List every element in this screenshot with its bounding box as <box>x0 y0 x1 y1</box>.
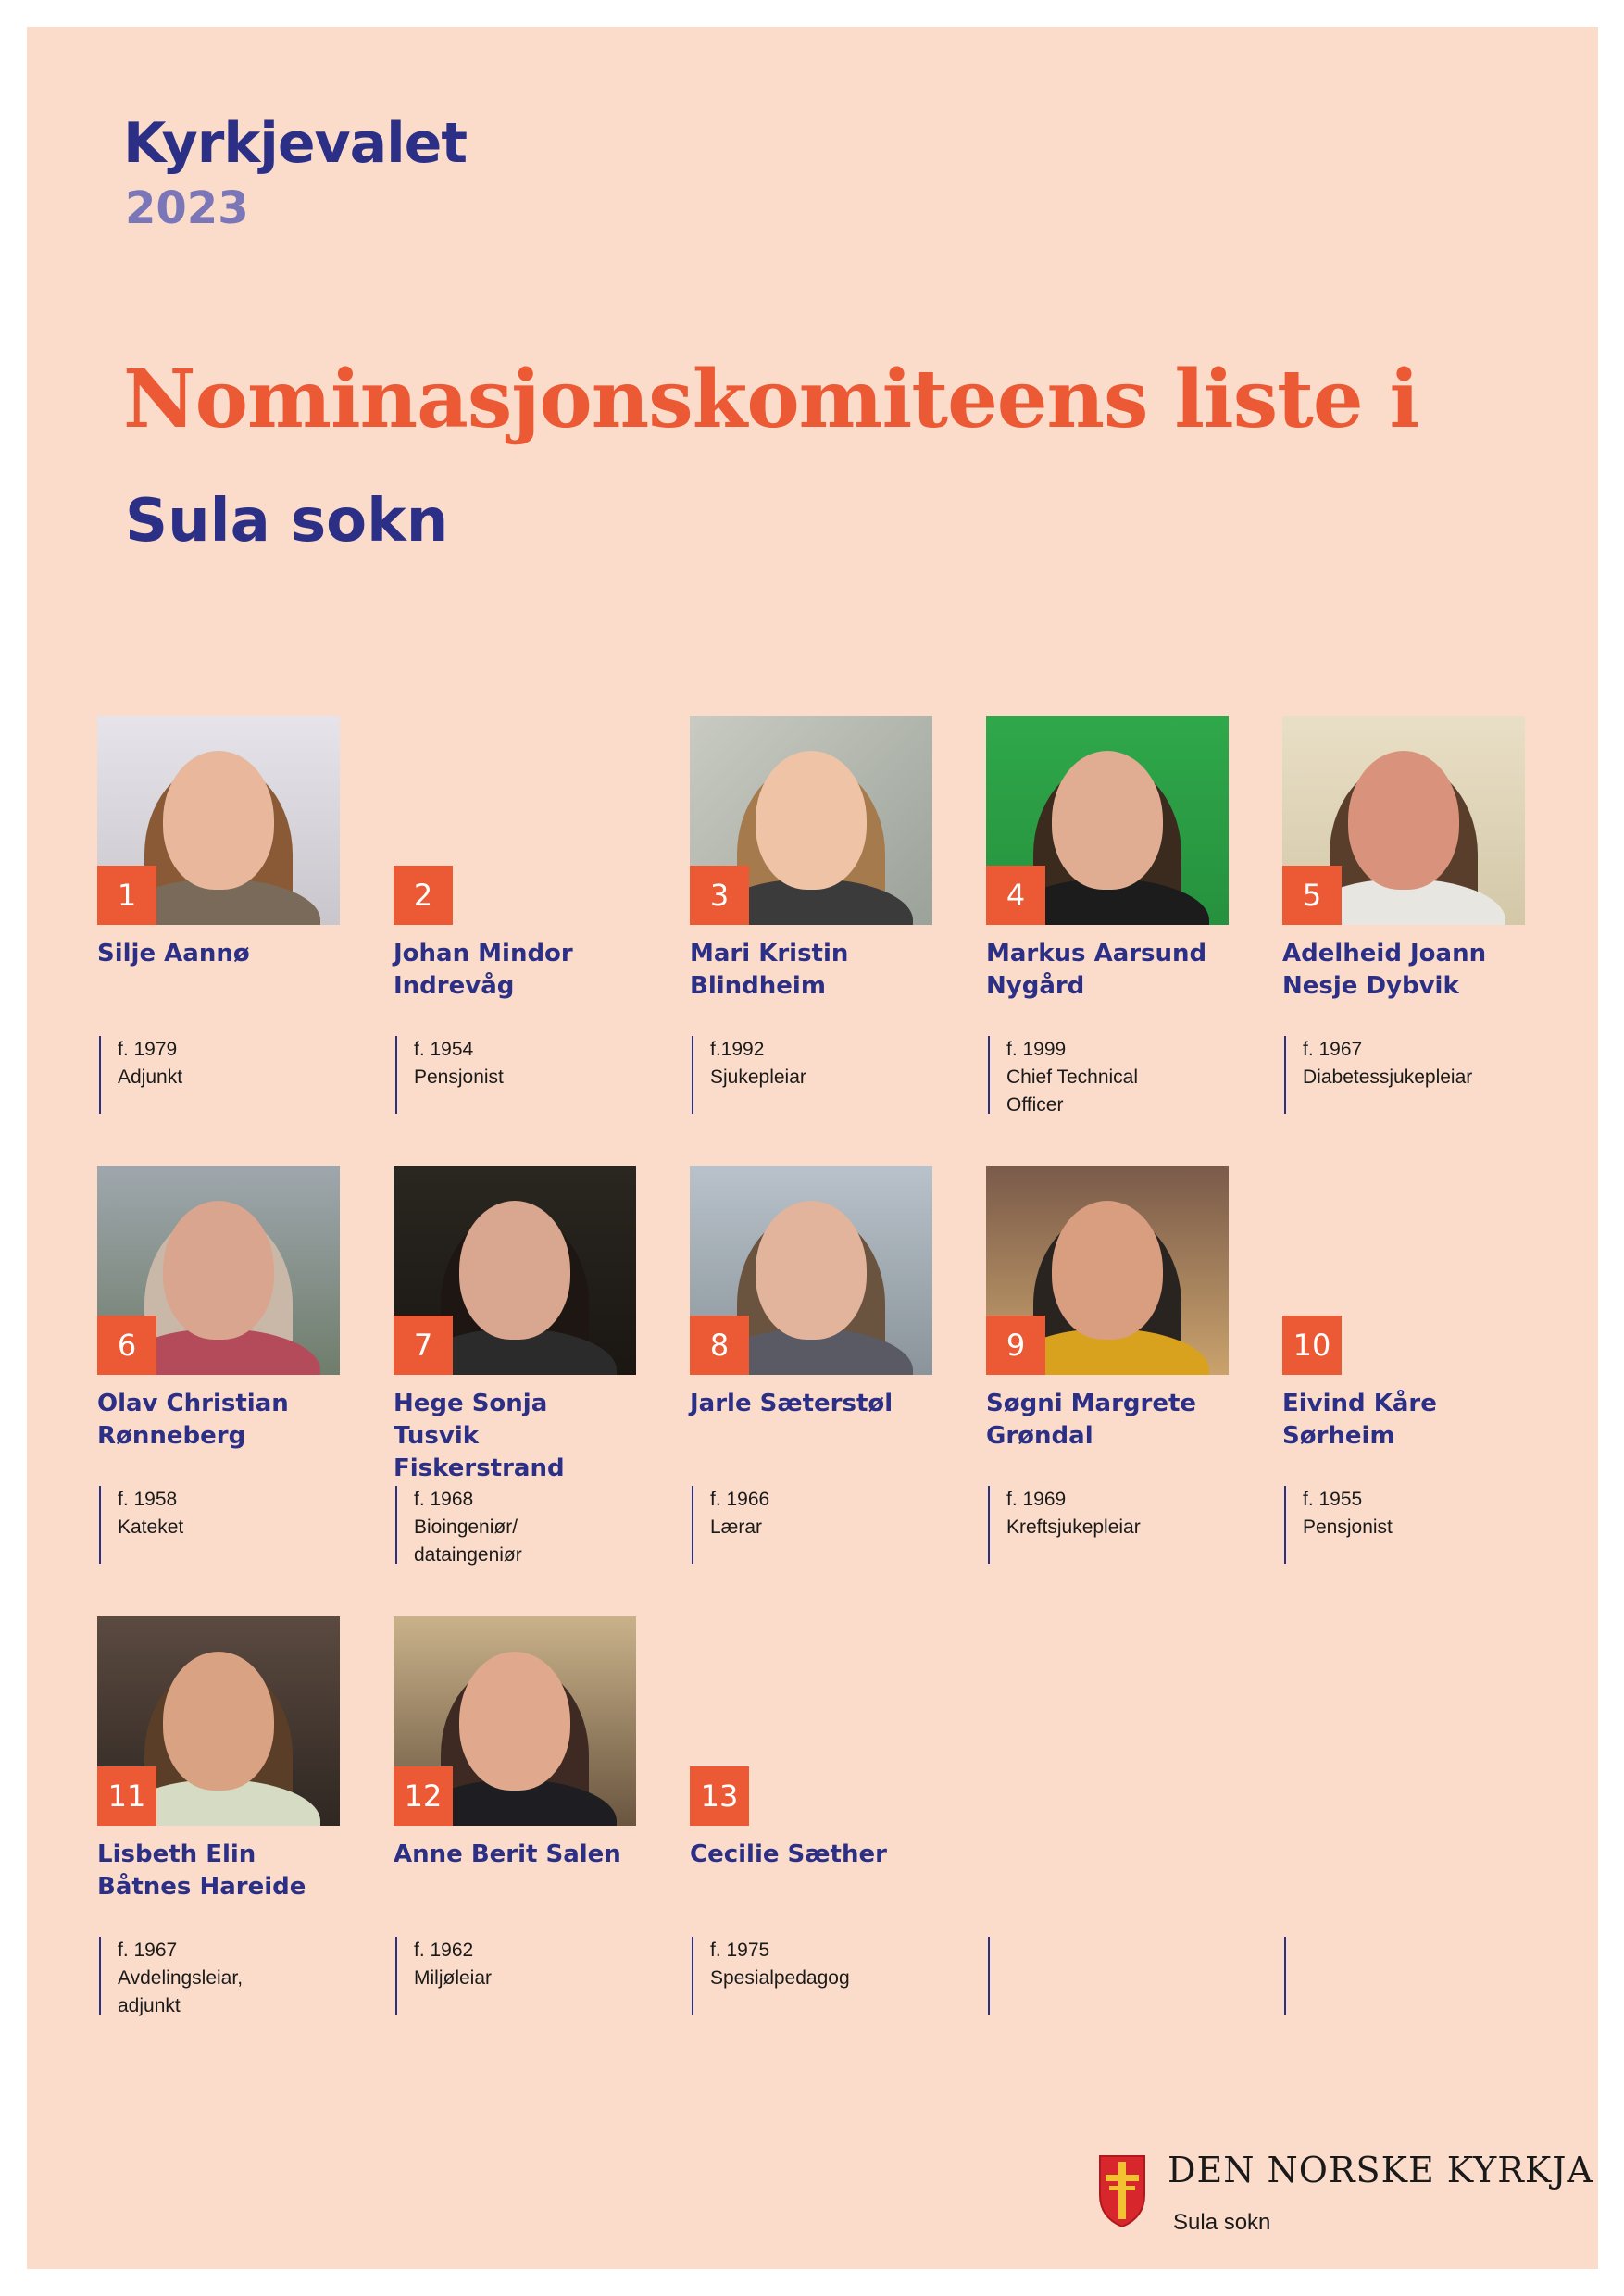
candidate-name: Cecilie Sæther <box>690 1841 887 1868</box>
candidate-birth-year: f. 1966 <box>710 1489 770 1510</box>
candidate-name: Mari Kristin Blindheim <box>690 940 849 1000</box>
candidate-name: Anne Berit Salen <box>394 1841 621 1868</box>
candidate-number-badge: 7 <box>394 1316 453 1375</box>
candidate-name: Silje Aannø <box>97 940 250 967</box>
candidate-birth-year: f. 1979 <box>118 1039 178 1060</box>
candidate-number-badge: 4 <box>986 866 1045 925</box>
candidate-occupation: Miljøleiar <box>414 1967 492 1989</box>
candidate-occupation: Spesialpedagog <box>710 1967 850 1989</box>
candidate-card <box>1282 716 1525 1123</box>
candidate-info <box>99 1937 358 2015</box>
candidate-info <box>692 1486 951 1564</box>
candidate-info <box>988 1486 1247 1564</box>
candidate-birth-year: f.1992 <box>710 1039 765 1060</box>
candidate-card <box>986 716 1229 1123</box>
candidate-number-badge: 1 <box>97 866 156 925</box>
poster <box>27 27 1598 2269</box>
candidate-occupation: Kreftsjukepleiar <box>1006 1516 1141 1538</box>
candidate-birth-year: f. 1968 <box>414 1489 474 1510</box>
candidate-birth-year: f. 1975 <box>710 1940 770 1961</box>
candidate-info <box>395 1486 655 1564</box>
candidate-card <box>986 1616 1229 2024</box>
sub-title: Sula sokn <box>125 487 449 555</box>
main-title: Nominasjonskomiteens liste i <box>123 353 1419 446</box>
candidate-card <box>97 716 340 1123</box>
candidate-name: Lisbeth Elin Båtnes Hareide <box>97 1841 306 1901</box>
candidate-name: Johan Mindor Indrevåg <box>394 940 573 1000</box>
candidate-card <box>1282 1166 1525 1573</box>
candidate-occupation: Adjunkt <box>118 1067 183 1088</box>
candidate-info <box>395 1036 655 1114</box>
candidate-occupation: Kateket <box>118 1516 184 1538</box>
candidate-name: Eivind Kåre Sørheim <box>1282 1390 1437 1450</box>
candidate-name: Jarle Sæterstøl <box>690 1390 893 1417</box>
candidate-info <box>395 1937 655 2015</box>
candidate-grid <box>27 27 1598 2269</box>
candidate-card <box>97 1616 340 2024</box>
footer-parish: Sula sokn <box>1173 2210 1271 2235</box>
candidate-card <box>394 716 636 1123</box>
candidate-birth-year: f. 1954 <box>414 1039 474 1060</box>
candidate-number-badge: 5 <box>1282 866 1342 925</box>
candidate-name: Adelheid Joann Nesje Dybvik <box>1282 940 1487 1000</box>
candidate-info <box>692 1036 951 1114</box>
candidate-occupation: Sjukepleiar <box>710 1067 806 1088</box>
candidate-birth-year: f. 1958 <box>118 1489 178 1510</box>
candidate-number-badge: 13 <box>690 1766 749 1826</box>
candidate-name: Markus Aarsund Nygård <box>986 940 1207 1000</box>
candidate-card <box>394 1166 636 1573</box>
candidate-birth-year: f. 1969 <box>1006 1489 1067 1510</box>
brand-year: 2023 <box>125 182 249 234</box>
candidate-occupation: Pensjonist <box>1303 1516 1393 1538</box>
footer-organization: DEN NORSKE KYRKJA <box>1168 2150 1593 2190</box>
brand-title: Kyrkjevalet <box>123 111 468 176</box>
candidate-name: Søgni Margrete Grøndal <box>986 1390 1197 1450</box>
candidate-info <box>1284 1036 1543 1114</box>
candidate-name: Hege Sonja Tusvik Fiskerstrand <box>394 1390 565 1482</box>
candidate-info <box>988 1937 1247 2015</box>
candidate-number-badge: 3 <box>690 866 749 925</box>
candidate-birth-year: f. 1999 <box>1006 1039 1067 1060</box>
candidate-name: Olav Christian Rønneberg <box>97 1390 289 1450</box>
candidate-number-badge: 9 <box>986 1316 1045 1375</box>
candidate-birth-year: f. 1967 <box>118 1940 178 1961</box>
candidate-birth-year: f. 1967 <box>1303 1039 1363 1060</box>
candidate-birth-year: f. 1962 <box>414 1940 474 1961</box>
candidate-card <box>986 1166 1229 1573</box>
candidate-card <box>690 1166 932 1573</box>
candidate-info <box>988 1036 1247 1114</box>
candidate-info <box>99 1036 358 1114</box>
candidate-number-badge: 8 <box>690 1316 749 1375</box>
candidate-info <box>1284 1937 1543 2015</box>
candidate-occupation: Bioingeniør/ dataingeniør <box>414 1516 522 1566</box>
candidate-occupation: Avdelingsleiar, adjunkt <box>118 1967 244 2016</box>
candidate-occupation: Diabetessjukepleiar <box>1303 1067 1473 1088</box>
church-cross-shield-icon <box>1094 2147 1150 2230</box>
candidate-birth-year: f. 1955 <box>1303 1489 1363 1510</box>
candidate-number-badge: 11 <box>97 1766 156 1826</box>
candidate-number-badge: 10 <box>1282 1316 1342 1375</box>
candidate-card <box>1282 1616 1525 2024</box>
candidate-card <box>690 716 932 1123</box>
candidate-occupation: Pensjonist <box>414 1067 504 1088</box>
candidate-occupation: Chief Technical Officer <box>1006 1067 1139 1116</box>
candidate-card <box>97 1166 340 1573</box>
candidate-number-badge: 6 <box>97 1316 156 1375</box>
candidate-card <box>394 1616 636 2024</box>
candidate-number-badge: 12 <box>394 1766 453 1826</box>
candidate-occupation: Lærar <box>710 1516 763 1538</box>
candidate-info <box>1284 1486 1543 1564</box>
candidate-number-badge: 2 <box>394 866 453 925</box>
candidate-info <box>99 1486 358 1564</box>
candidate-info <box>692 1937 951 2015</box>
candidate-card <box>690 1616 932 2024</box>
